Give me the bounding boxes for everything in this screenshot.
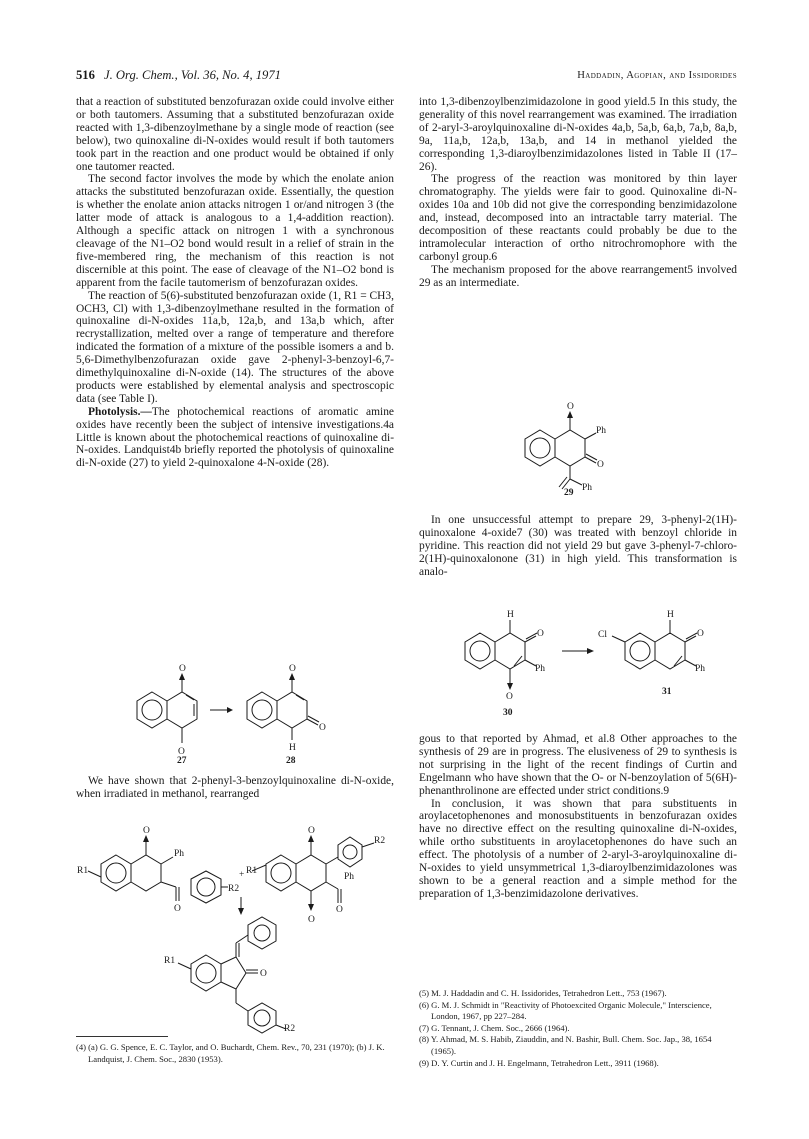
oxygen-label: O: [697, 629, 704, 639]
r2-label: R2: [284, 1024, 296, 1034]
paragraph: The progress of the reaction was monitored by thin layer chromatography. The yields were fair to good. Quinoxaline di-N-oxides 10a and 10b did not give the corresponding benzimidazolone and, instead, decomposed into an intractable tarry material. The decomposition of these reactants could probably be due to the intramolecular interaction of ortho nitrochromophore with the carbonyl group.6: [419, 173, 737, 263]
plus-sign: +: [239, 870, 245, 880]
footnotes-right: [419, 988, 737, 1069]
r1-label: R1: [77, 866, 89, 876]
footnote: (8) Y. Ahmad, M. S. Habib, Ziauddin, and N. Bashir, Bull. Chem. Soc. Jap., 38, 1654 (1965).: [419, 1034, 712, 1056]
right-column-bottom: [419, 733, 737, 901]
left-column-bottom: [76, 775, 394, 801]
phenyl-label: Ph: [535, 664, 546, 674]
phenyl-label: Ph: [174, 849, 185, 859]
compound-number-31: 31: [662, 687, 672, 697]
paragraph: In one unsuccessful attempt to prepare 29, 3-phenyl-2(1H)-quinoxalone 4-oxide7 (30) was treated with benzoyl chloride in pyridine. This reaction did not yield 29 but gave 3-phenyl-7-chloro-2(1H)-quinoxalonone (31) in high yield. This transformation is analo-: [419, 514, 737, 578]
scheme-30-to-31: [450, 598, 730, 718]
scheme-photolysis: [76, 815, 406, 1035]
paragraph: We have shown that 2-phenyl-3-benzoylquinoxaline di-N-oxide, when irradiated in methanol, rearranged: [76, 775, 394, 800]
left-column-top: [76, 96, 394, 470]
r1-label: R1: [164, 956, 176, 966]
footnote: (7) G. Tennant, J. Chem. Soc., 2666 (1964).: [419, 1022, 570, 1033]
oxygen-label: O: [336, 905, 343, 915]
compound-number-29: 29: [564, 488, 574, 495]
compound-number-28: 28: [286, 756, 296, 765]
oxygen-label: O: [179, 664, 186, 674]
structure-29: [520, 395, 640, 495]
r1-label: R1: [246, 866, 258, 876]
paragraph: The reaction of 5(6)-substituted benzofurazan oxide (1, R1 = CH3, OCH3, Cl) with 1,3-dibenzoylmethane resulted in the formation of quinoxaline di-N-oxides 11a,b, 12a,b, and 13a,b which, after recrystallization, melted over a range of temperature and therefore indicated the formation of a mixture of the possible isomers a and b. 5,6-Dimethylbenzofurazan oxide gave 2-phenyl-3-benzoyl-6,7-dimethylquinoxaline di-N-oxide (14). The structures of the above products were established by elemental analysis and spectroscopic data (see Table I).: [76, 289, 394, 405]
paragraph: In conclusion, it was shown that para substituents in aroylacetophenones and monosubstituents in benzofurazan oxides have no directive effect on the resulting quinoxaline di-N-oxides, while ortho substituents in aroylacetophenones do have such an effect. The photolysis of a number of 2-aryl-3-aroylquinoxaline di-N-oxides to yield unsymmetrical 1,3-diaroylbenzimidazolones was shown to be a general reaction and a simple method for the preparation of 1,3-benzimidazolone derivatives.: [419, 797, 737, 900]
right-column-top: [419, 96, 737, 290]
section-heading: Photolysis.—: [88, 405, 152, 418]
hydrogen-label: H: [667, 610, 674, 620]
oxygen-label: O: [567, 402, 574, 412]
paragraph: that a reaction of substituted benzofurazan oxide could involve either or both tautomers. Assuming that a substituted benzofurazan oxide reacted with 1,3-dibenzoylmethane by a single mode of reaction (see below), two quinoxaline di-N-oxides would result if both tautomers took part in the reaction and one product would be obtained if only one tautomer reacted.: [76, 96, 394, 173]
footnote-rule: [76, 1036, 168, 1037]
paragraph: into 1,3-dibenzoylbenzimidazolone in good yield.5 In this study, the generality of this novel rearrangement was examined. The irradiation of 2-aryl-3-aroylquinoxaline di-N-oxides 4a,b, 5a,b, 6a,b, 7a,b, 8a,b, 9a, 11a,b, 12a,b, 13a,b, and 14 in methanol yielded the corresponding 1,3-diaroylbenzimidazolones listed in Table II (17–26).: [419, 96, 737, 173]
oxygen-label: O: [260, 969, 267, 979]
oxygen-label: O: [597, 460, 604, 470]
footnote: (5) M. J. Haddadin and C. H. Issidorides, Tetrahedron Lett., 753 (1967).: [419, 988, 667, 998]
r2-label: R2: [228, 884, 240, 894]
paragraph: gous to that reported by Ahmad, et al.8 Other approaches to the synthesis of 29 are in progress. The elusiveness of 29 to synthesis is not surprising in the light of the recent findings of Curtin and Engelmann who have shown that the O- or N-benzoylation of 5(6H)-phenanthrolinone are effected under strict conditions.9: [419, 733, 737, 797]
compound-number-30: 30: [503, 708, 513, 718]
scheme-27-to-28: [130, 660, 360, 765]
paragraph: The mechanism proposed for the above rearrangement5 involved 29 as an intermediate.: [419, 263, 737, 289]
phenyl-label: Ph: [695, 664, 706, 674]
footnote: (4) (a) G. G. Spence, E. C. Taylor, and O. Buchardt, Chem. Rev., 70, 231 (1970); (b) J. K. Landquist, J. Chem. Soc., 2830 (1953).: [76, 1042, 385, 1064]
oxygen-label: O: [308, 826, 315, 836]
oxygen-label: O: [506, 692, 513, 702]
phenyl-label: Ph: [582, 483, 593, 493]
hydrogen-label: H: [289, 743, 296, 753]
footnotes-left: [76, 1042, 394, 1065]
compound-number-27: 27: [177, 756, 187, 765]
oxygen-label: O: [319, 723, 326, 733]
hydrogen-label: H: [507, 610, 514, 620]
footnote: (9) D. Y. Curtin and J. H. Engelmann, Tetrahedron Lett., 3911 (1968).: [419, 1057, 659, 1068]
oxygen-label: O: [174, 904, 181, 914]
chlorine-label: Cl: [598, 630, 607, 640]
oxygen-label: O: [537, 629, 544, 639]
journal-citation: J. Org. Chem., Vol. 36, No. 4, 1971: [104, 68, 281, 82]
oxygen-label: O: [289, 664, 296, 674]
running-header-left: [76, 68, 281, 83]
paragraph-text: The photochemical reactions of aromatic amine oxides have recently been the subject of intensive investigations.4a Little is known about the photochemical reactions of quinoxaline di-N-oxides. Landquist4b briefly reported the photolysis of quinoxaline di-N-oxide (27) to yield 2-quinoxalone 4-N-oxide (28).: [76, 405, 394, 470]
right-column-middle: [419, 514, 737, 579]
footnote: (6) G. M. J. Schmidt in "Reactivity of Photoexcited Organic Molecule," Interscience, London, 1967, pp 227–284.: [419, 999, 712, 1022]
paragraph: [76, 406, 394, 471]
r2-label: R2: [374, 836, 386, 846]
phenyl-label: Ph: [344, 872, 355, 882]
oxygen-label: O: [178, 747, 185, 757]
oxygen-label: O: [308, 915, 315, 925]
phenyl-label: Ph: [596, 426, 607, 436]
paragraph: The second factor involves the mode by which the enolate anion attacks the substituted benzofurazan oxide. Essentially, the question is whether the enolate anion attacks nitrogen 1 or/and nitrogen 3 (the latter mode of attack is analogous to a 1,4-addition reaction). Although a specific attack on nitrogen 1 with a synchronous cleavage of the N1–O2 bond would result in a relief of strain in the five-membered ring, the mechanism of this reaction is not discernible at this point. The ease of cleavage of the N1–O2 bond is apparent from the facile tautomerism of benzofurazan oxides.: [76, 173, 394, 289]
running-header-authors: Haddadin, Agopian, and Issidorides: [577, 70, 737, 81]
oxygen-label: O: [143, 826, 150, 836]
page-number: 516: [76, 68, 95, 82]
